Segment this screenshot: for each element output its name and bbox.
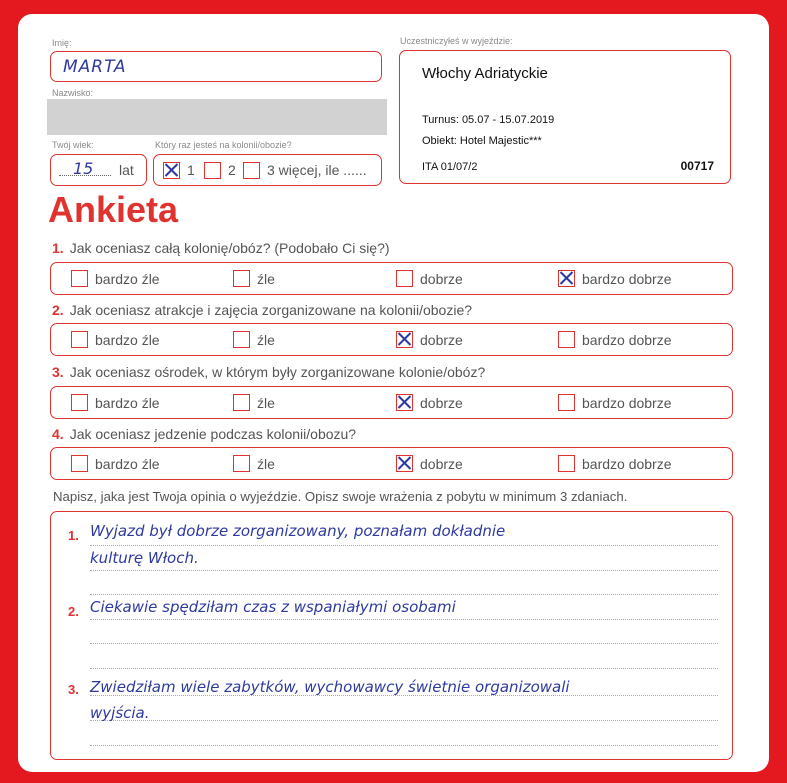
option-label: bardzo źle (95, 394, 160, 411)
checkbox-dobrze[interactable] (396, 455, 413, 472)
option-zle[interactable] (233, 448, 275, 479)
ktory-raz-checkbox-1[interactable] (163, 162, 180, 179)
nazwisko-redaction (47, 99, 387, 135)
question-3 (52, 364, 485, 380)
option-dobrze[interactable] (396, 387, 463, 418)
ruled-line (90, 643, 718, 644)
participant-box (399, 50, 731, 184)
option-bardzo-dobrze[interactable] (558, 263, 672, 294)
ktory-raz-option-3[interactable] (243, 155, 367, 185)
option-bardzo-zle[interactable] (71, 387, 160, 418)
option-label: bardzo dobrze (582, 455, 672, 472)
option-label: źle (257, 270, 275, 287)
survey-title: Ankieta (48, 189, 179, 230)
opinion-prompt: Napisz, jaka jest Twoja opinia o wyjeździe. Opisz swoje wrażenia z pobytu w minimum 3 zdaniach. (53, 489, 628, 504)
option-label: bardzo źle (95, 331, 160, 348)
option-zle[interactable] (233, 387, 275, 418)
ktory-raz-option-label: 1 (187, 162, 195, 178)
opinion-3-line-2: wyjścia. (90, 704, 150, 722)
checkbox-bardzo-dobrze[interactable] (558, 270, 575, 287)
ruled-line (90, 594, 718, 595)
ktory-raz-label: Który raz jesteś na kolonii/obozie? (155, 140, 292, 150)
checkbox-dobrze[interactable] (396, 394, 413, 411)
checkbox-bardzo-zle[interactable] (71, 270, 88, 287)
answer-row-2 (50, 323, 733, 356)
ruled-line (90, 720, 718, 721)
trip-code: ITA 01/07/2 (422, 161, 478, 173)
option-label: bardzo źle (95, 455, 160, 472)
option-bardzo-dobrze[interactable] (558, 324, 672, 355)
ktory-raz-option-2[interactable] (204, 155, 236, 185)
option-bardzo-zle[interactable] (71, 324, 160, 355)
question-4 (52, 426, 356, 442)
question-2 (52, 302, 472, 318)
checkbox-zle[interactable] (233, 270, 250, 287)
question-number: 2. (52, 302, 64, 318)
option-dobrze[interactable] (396, 324, 463, 355)
option-label: dobrze (420, 394, 463, 411)
participant-label: Uczestniczyłeś w wyjeździe: (400, 36, 513, 46)
checkbox-bardzo-dobrze[interactable] (558, 394, 575, 411)
ktory-raz-option-1[interactable] (163, 155, 195, 185)
question-number: 4. (52, 426, 64, 442)
ruled-line (90, 619, 718, 620)
option-dobrze[interactable] (396, 263, 463, 294)
wiek-unit: lat (119, 162, 134, 178)
obiekt-text: Obiekt: Hotel Majestic*** (422, 135, 542, 147)
option-label: bardzo źle (95, 270, 160, 287)
ktory-raz-option-label: 3 więcej, ile ...... (267, 162, 367, 178)
opinion-3-line-1: Zwiedziłam wiele zabytków, wychowawcy świetnie organizowali (90, 678, 570, 696)
checkbox-zle[interactable] (233, 394, 250, 411)
question-number: 3. (52, 364, 64, 380)
checkbox-bardzo-zle[interactable] (71, 331, 88, 348)
option-bardzo-dobrze[interactable] (558, 387, 672, 418)
ruled-line (90, 570, 718, 571)
question-number: 1. (52, 240, 64, 256)
checkbox-bardzo-zle[interactable] (71, 455, 88, 472)
wiek-field[interactable] (50, 154, 147, 186)
answer-row-1 (50, 262, 733, 295)
option-label: bardzo dobrze (582, 394, 672, 411)
checkbox-zle[interactable] (233, 331, 250, 348)
option-label: źle (257, 455, 275, 472)
opinion-number: 2. (68, 604, 79, 619)
answer-row-3 (50, 386, 733, 419)
option-label: dobrze (420, 270, 463, 287)
ruled-line (90, 545, 718, 546)
option-label: dobrze (420, 455, 463, 472)
ktory-raz-checkbox-2[interactable] (204, 162, 221, 179)
ktory-raz-field (153, 154, 382, 186)
question-1 (52, 240, 390, 256)
question-text: Jak oceniasz atrakcje i zajęcia zorganizowane na kolonii/obozie? (69, 302, 473, 318)
answer-row-4 (50, 447, 733, 480)
option-label: źle (257, 331, 275, 348)
ruled-line (90, 668, 718, 669)
imie-label: Imię: (52, 38, 72, 48)
checkbox-dobrze[interactable] (396, 270, 413, 287)
trip-number: 00717 (680, 159, 714, 173)
turnus-text: Turnus: 05.07 - 15.07.2019 (422, 114, 555, 126)
ruled-line (90, 745, 718, 746)
ktory-raz-option-label: 2 (228, 162, 236, 178)
option-bardzo-dobrze[interactable] (558, 448, 672, 479)
question-text: Jak oceniasz ośrodek, w którym były zorganizowane kolonie/obóz? (69, 364, 486, 380)
option-dobrze[interactable] (396, 448, 463, 479)
option-label: bardzo dobrze (582, 331, 672, 348)
opinion-2-line-1: Ciekawie spędziłam czas z wspaniałymi osobami (90, 598, 456, 616)
checkbox-bardzo-dobrze[interactable] (558, 455, 575, 472)
opinion-1-line-1: Wyjazd był dobrze zorganizowany, poznałam dokładnie (90, 522, 506, 540)
wiek-label: Twój wiek: (52, 140, 94, 150)
trip-title: Włochy Adriatyckie (422, 65, 548, 82)
option-zle[interactable] (233, 263, 275, 294)
option-label: bardzo dobrze (582, 270, 672, 287)
question-text: Jak oceniasz jedzenie podczas kolonii/obozu? (69, 426, 357, 442)
checkbox-zle[interactable] (233, 455, 250, 472)
checkbox-bardzo-zle[interactable] (71, 394, 88, 411)
nazwisko-label: Nazwisko: (52, 88, 94, 98)
option-zle[interactable] (233, 324, 275, 355)
checkbox-dobrze[interactable] (396, 331, 413, 348)
opinion-number: 3. (68, 682, 79, 697)
wiek-value: 15 (73, 159, 94, 178)
option-bardzo-zle[interactable] (71, 263, 160, 294)
option-label: dobrze (420, 331, 463, 348)
opinion-1-line-2: kulturę Włoch. (90, 549, 199, 567)
imie-value: MARTA (63, 57, 127, 77)
imie-field[interactable] (50, 51, 382, 82)
checkbox-bardzo-dobrze[interactable] (558, 331, 575, 348)
ktory-raz-checkbox-3[interactable] (243, 162, 260, 179)
option-bardzo-zle[interactable] (71, 448, 160, 479)
option-label: źle (257, 394, 275, 411)
opinion-number: 1. (68, 528, 79, 543)
question-text: Jak oceniasz całą kolonię/obóz? (Podobało Ci się?) (69, 240, 390, 256)
